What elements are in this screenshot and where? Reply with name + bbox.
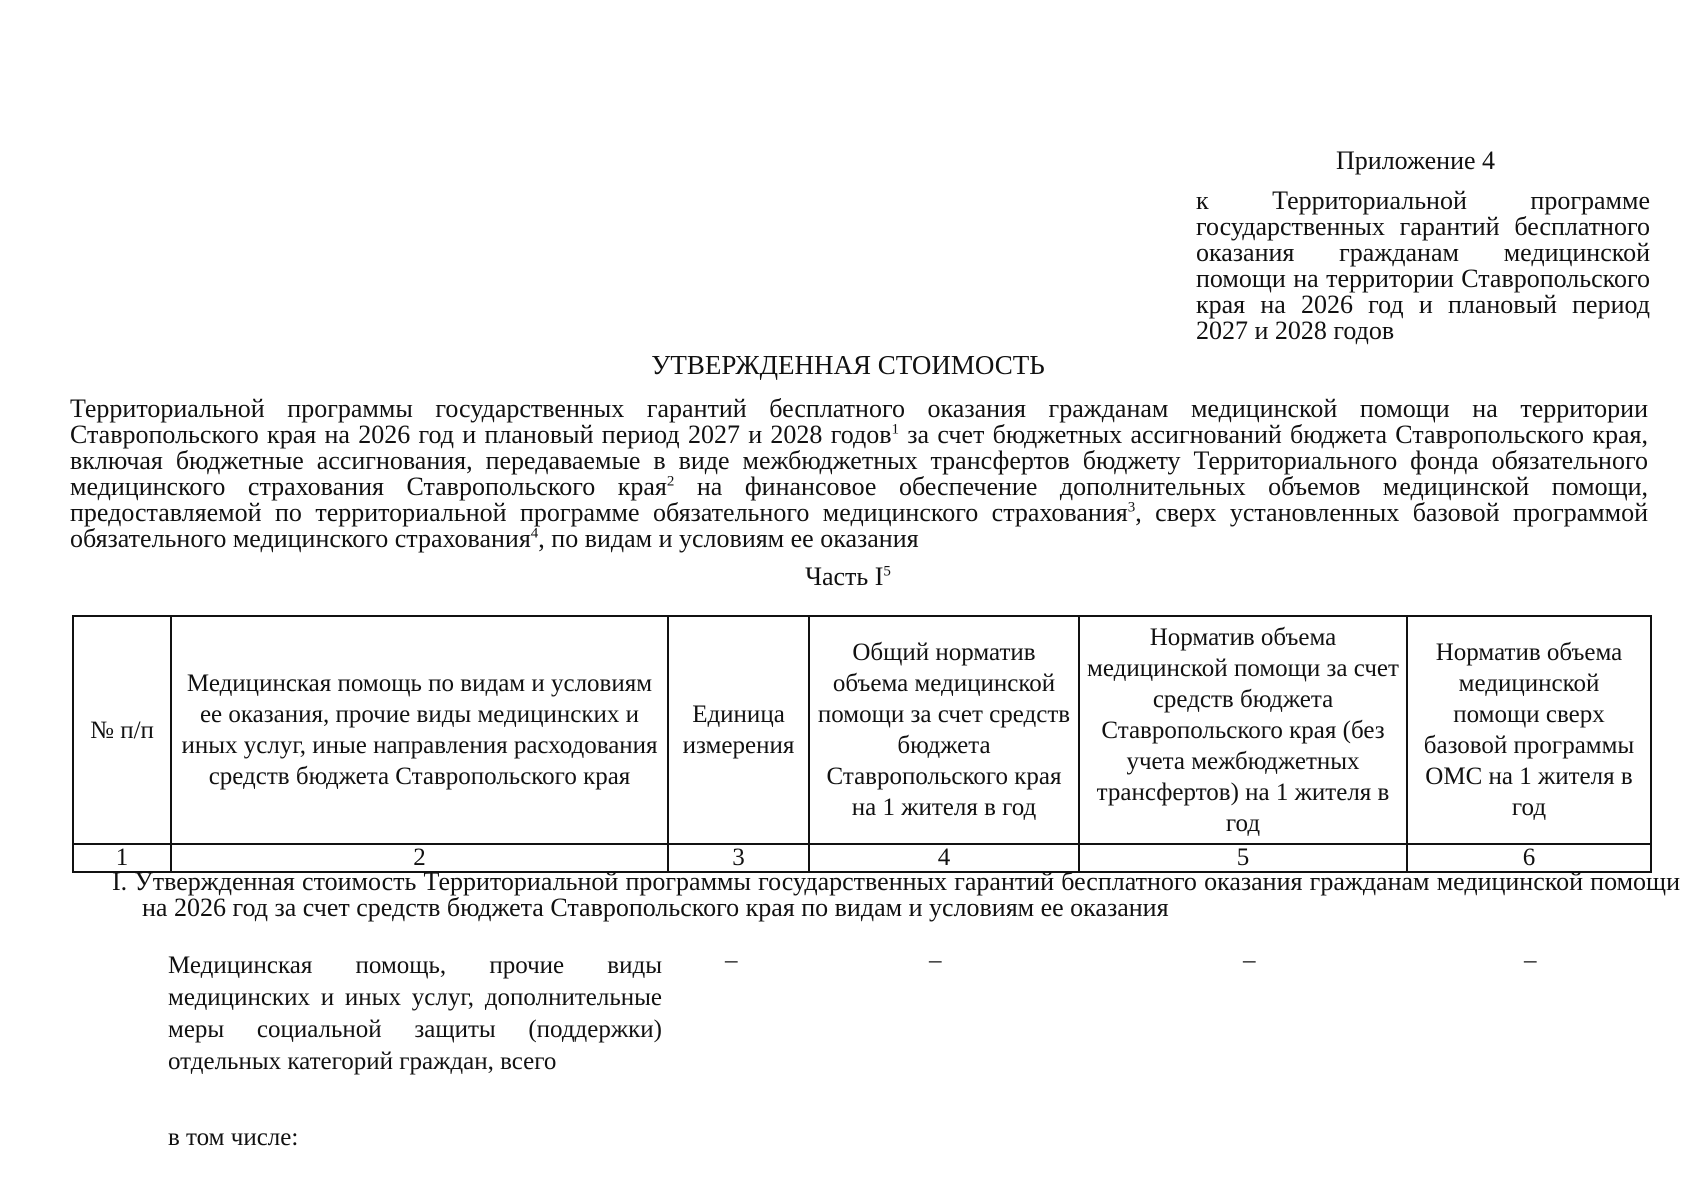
intro-paragraph [70,396,1648,552]
row-total-total-norm: – [929,947,942,974]
footnote-ref-3: 3 [1127,499,1136,516]
intro-text-5: , по видам и условиям ее оказания [538,524,919,553]
table-header-row [73,616,1651,844]
footnote-ref-2: 2 [666,473,675,490]
row-including-label: в том числе: [168,1124,299,1151]
header-col-regional-norm: Норматив объема медицинской помощи за счет средств бюджета Ставропольского края (без учета межбюджетных трансфертов) на 1 жителя в год [1079,616,1407,844]
part-label: Часть I [805,562,884,591]
header-col-total-norm: Общий норматив объема медицинской помощи за счет средств бюджета Ставропольского края на 1 жителя в год [809,616,1079,844]
row-total-unit: – [725,947,738,974]
header-table [72,615,1652,873]
column-number-2: 2 [171,844,668,872]
column-number-6: 6 [1407,844,1651,872]
intro-text-4: , сверх установленных базовой программой обязательного медицинского страхования [70,498,1648,553]
header-col-unit: Единица измерения [668,616,809,844]
footnote-ref-5: 5 [883,563,891,580]
header-col-care-type: Медицинская помощь по видам и условиям ее оказания, прочие виды медицинских и иных услуг, иные направления расходования средств бюджета Ставропольского края [171,616,668,844]
footnote-ref-4: 4 [530,525,539,542]
row-total-label: Медицинская помощь, прочие виды медицинских и иных услуг, дополнительные меры социальной защиты (поддержки) отдельных категорий граждан, всего [168,952,662,1075]
intro-text-1: Территориальной программы государственных гарантий бесплатного оказания гражданам медицинской помощи на территории Ставропольского края на 2026 год и плановый период 2027 и 2028 годов [70,394,1648,449]
appendix-subtitle: к Территориальной программе государственных гарантий бесплатного оказания гражданам медицинской помощи на территории Ставропольского края на 2026 год и плановый период 2027 и 2028 годов [1196,186,1650,345]
row-total-oms-norm: – [1524,947,1537,974]
header-col-oms-norm: Норматив объема медицинской помощи сверх базовой программы ОМС на 1 жителя в год [1407,616,1651,844]
document-title: УТВЕРЖДЕННАЯ СТОИМОСТЬ [651,350,1045,380]
appendix-title: Приложение 4 [1336,146,1496,175]
row-total-regional-norm: – [1243,947,1256,974]
header-col-number: № п/п [73,616,171,844]
column-number-5: 5 [1079,844,1407,872]
column-number-4: 4 [809,844,1079,872]
column-number-3: 3 [668,844,809,872]
section-heading: I. Утвержденная стоимость Территориальной программы государственных гарантий бесплатного оказания гражданам медицинской помощи на 2026 год за счет средств бюджета Ставропольского края по видам и условиям ее оказания [112,867,1680,922]
column-number-1: 1 [73,844,171,872]
intro-text-2: за счет бюджетных ассигнований бюджета Ставропольского края, включая бюджетные ассигнования, передаваемые в виде межбюджетных трансфертов бюджету Территориального фонда обязательного медицинского страхования Ставропольского края [70,420,1648,501]
intro-text-3: на финансовое обеспечение дополнительных объемов медицинской помощи, предоставляемой по территориальной программе обязательного медицинского страхования [70,472,1648,527]
footnote-ref-1: 1 [891,421,899,438]
part-title [0,562,1696,592]
